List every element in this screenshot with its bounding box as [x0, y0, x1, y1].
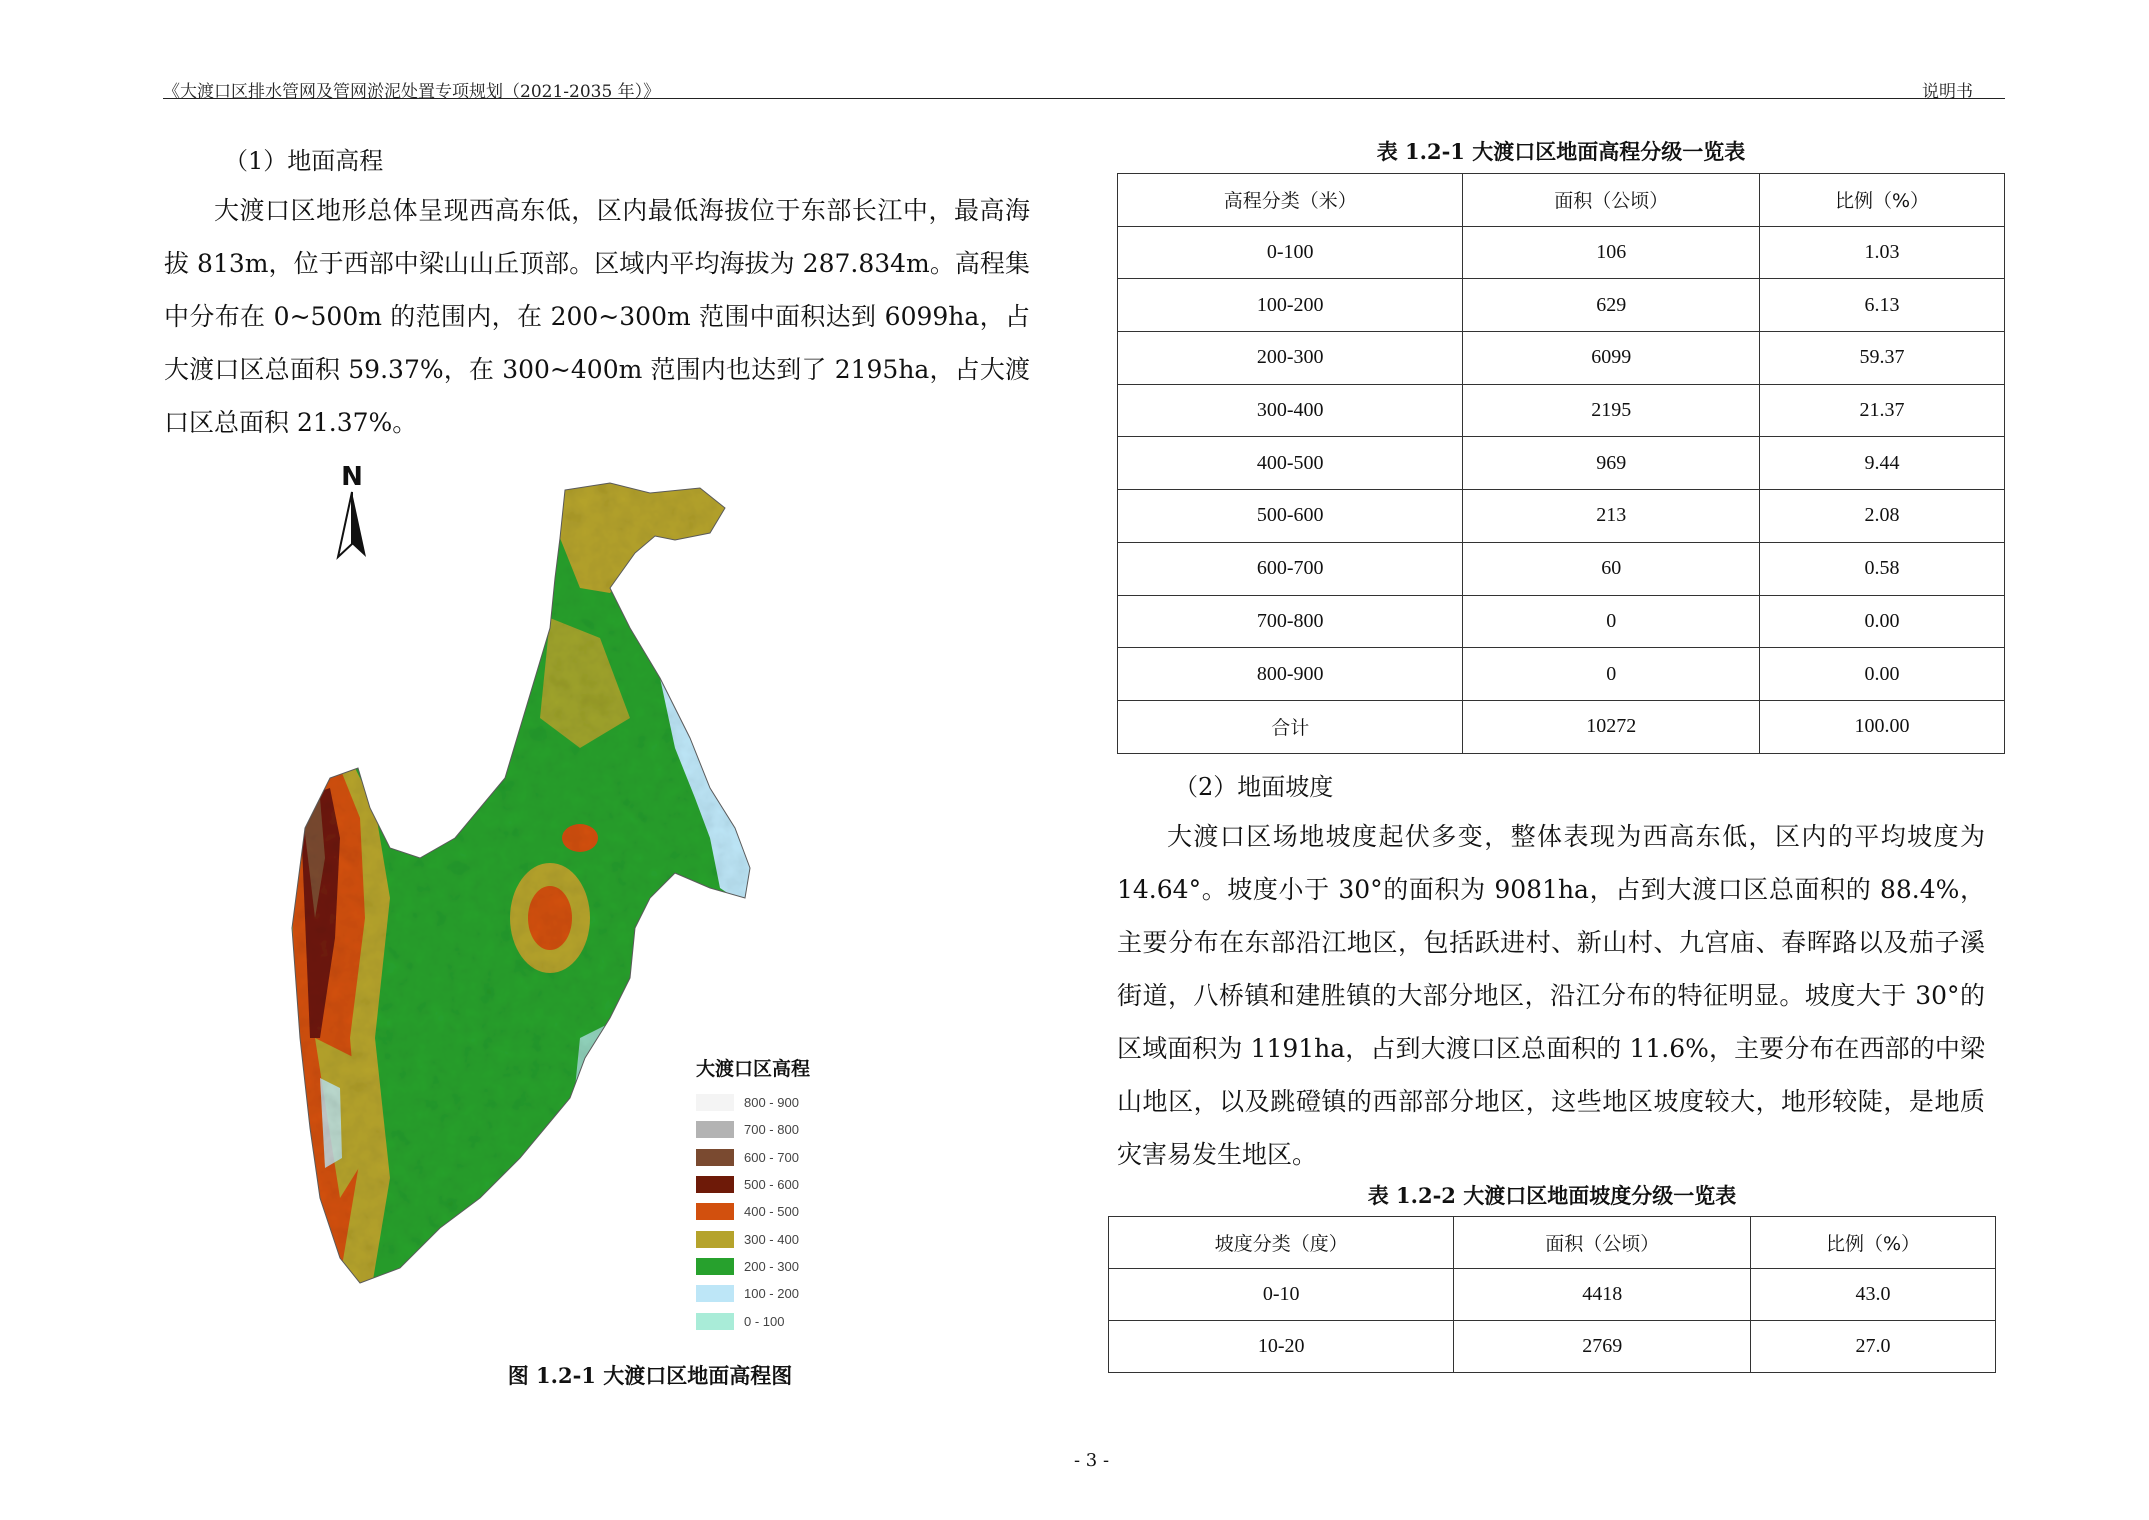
table-header-cell: 面积（公顷）: [1454, 1217, 1750, 1269]
table-cell: 600-700: [1118, 542, 1463, 595]
table-cell: 10-20: [1109, 1321, 1454, 1373]
legend-label: 400 - 500: [744, 1204, 799, 1220]
header-document-title: 《大渡口区排水管网及管网淤泥处置专项规划（2021-2035 年）》: [163, 82, 661, 102]
legend-label: 600 - 700: [744, 1149, 799, 1165]
section2-heading: （2）地面坡度: [1174, 773, 1334, 801]
legend-item: [696, 1171, 836, 1198]
table-row: [1118, 279, 2005, 332]
table-header-cell: 比例（%）: [1750, 1217, 1995, 1269]
legend-item: [696, 1280, 836, 1307]
table-row: [1118, 542, 2005, 595]
legend-swatch: [696, 1285, 734, 1302]
table-header-cell: 坡度分类（度）: [1109, 1217, 1454, 1269]
table-header-cell: 比例（%）: [1759, 174, 2004, 227]
legend-swatch: [696, 1203, 734, 1220]
table-cell: 0.00: [1759, 648, 2004, 701]
table-cell: 21.37: [1759, 384, 2004, 437]
table-cell: 0-10: [1109, 1269, 1454, 1321]
legend-item: [696, 1198, 836, 1225]
legend-item: [696, 1144, 836, 1171]
table-cell: 800-900: [1118, 648, 1463, 701]
table-row: [1118, 226, 2005, 279]
table-row: [1118, 648, 2005, 701]
slope-table: [1108, 1216, 1996, 1373]
table-header-cell: 面积（公顷）: [1463, 174, 1759, 227]
legend-label: 300 - 400: [744, 1231, 799, 1247]
table-cell: 9.44: [1759, 437, 2004, 490]
section1-paragraph: 大渡口区地形总体呈现西高东低，区内最低海拔位于东部长江中，最高海拔 813m，位于西部中梁山山丘顶部。区域内平均海拔为 287.834m。高程集中分布在 0~500m 的范围内，在 200~300m 范围中面积达到 6099ha，占大渡口区总面积 59.37%，在 300~400m 范围内也达到了 2195ha，占大渡口区总面积 21.37%。: [164, 196, 1030, 437]
elevation-table: [1117, 173, 2005, 754]
table2-caption: 表 1.2-2 大渡口区地面坡度分级一览表: [1367, 1183, 1737, 1208]
table-cell: 0.58: [1759, 542, 2004, 595]
section2-paragraph: 大渡口区场地坡度起伏多变，整体表现为西高东低，区内的平均坡度为 14.64°。坡度小于 30°的面积为 9081ha，占到大渡口区总面积的 88.4%，主要分布在东部沿江地区，包括跃进村、新山村、九宫庙、春晖路以及茄子溪街道，八桥镇和建胜镇的大部分地区，沿江分布的特征明显。坡度大于 30°的区域面积为 1191ha，占到大渡口区总面积的 11.6%，主要分布在西部的中梁山地区，以及跳磴镇的西部部分地区，这些地区坡度较大，地形较陡，是地质灾害易发生地区。: [1117, 822, 1985, 1169]
section1-heading: （1）地面高程: [224, 147, 384, 175]
table-cell: 60: [1463, 542, 1759, 595]
table-cell: 100-200: [1118, 279, 1463, 332]
header-section-label: 说明书: [1922, 82, 1973, 102]
legend-label: 100 - 200: [744, 1286, 799, 1302]
legend-swatch: [696, 1176, 734, 1193]
table-cell: 200-300: [1118, 332, 1463, 385]
table-header-cell: 高程分类（米）: [1118, 174, 1463, 227]
table-row: [1118, 700, 2005, 753]
legend-label: 200 - 300: [744, 1258, 799, 1274]
legend-swatch: [696, 1313, 734, 1330]
legend-label: 800 - 900: [744, 1095, 799, 1111]
table-row: [1109, 1269, 1996, 1321]
legend-swatch: [696, 1149, 734, 1166]
table-row: [1118, 332, 2005, 385]
table-cell: 10272: [1463, 700, 1759, 753]
table-cell: 969: [1463, 437, 1759, 490]
legend-title: 大渡口区高程: [696, 1058, 811, 1080]
table-cell: 6.13: [1759, 279, 2004, 332]
table-cell: 27.0: [1750, 1321, 1995, 1373]
legend-item: [696, 1089, 836, 1116]
table-cell: 1.03: [1759, 226, 2004, 279]
page-number: - 3 -: [1074, 1450, 1110, 1471]
legend-item: [696, 1253, 836, 1280]
legend-swatch: [696, 1258, 734, 1275]
figure-caption: 图 1.2-1 大渡口区地面高程图: [507, 1363, 793, 1388]
table-cell: 0.00: [1759, 595, 2004, 648]
header-rule: [163, 98, 2005, 99]
legend-swatch: [696, 1094, 734, 1111]
table-cell: 2195: [1463, 384, 1759, 437]
table-row: [1109, 1321, 1996, 1373]
table-cell: 629: [1463, 279, 1759, 332]
table-cell: 700-800: [1118, 595, 1463, 648]
legend-label: 0 - 100: [744, 1313, 785, 1329]
map-legend: [696, 1054, 836, 1335]
legend-label: 500 - 600: [744, 1177, 799, 1193]
table-cell: 2769: [1454, 1321, 1750, 1373]
legend-label: 700 - 800: [744, 1122, 799, 1138]
table-cell: 6099: [1463, 332, 1759, 385]
legend-item: [696, 1307, 836, 1334]
table-cell: 0-100: [1118, 226, 1463, 279]
table-row: [1118, 437, 2005, 490]
table-cell: 43.0: [1750, 1269, 1995, 1321]
table-cell: 0: [1463, 595, 1759, 648]
table-cell: 100.00: [1759, 700, 2004, 753]
table-cell: 500-600: [1118, 490, 1463, 543]
table-cell: 400-500: [1118, 437, 1463, 490]
legend-item: [696, 1116, 836, 1143]
table-cell: 213: [1463, 490, 1759, 543]
table-cell: 合计: [1118, 700, 1463, 753]
legend-swatch: [696, 1231, 734, 1248]
table-cell: 106: [1463, 226, 1759, 279]
table-cell: 4418: [1454, 1269, 1750, 1321]
table1-caption: 表 1.2-1 大渡口区地面高程分级一览表: [1376, 139, 1746, 164]
table-cell: 2.08: [1759, 490, 2004, 543]
north-label: N: [341, 462, 363, 492]
table-row: [1118, 384, 2005, 437]
table-row: [1118, 490, 2005, 543]
table-row: [1118, 595, 2005, 648]
table-cell: 59.37: [1759, 332, 2004, 385]
legend-swatch: [696, 1121, 734, 1138]
table-cell: 300-400: [1118, 384, 1463, 437]
table-cell: 0: [1463, 648, 1759, 701]
legend-item: [696, 1225, 836, 1252]
